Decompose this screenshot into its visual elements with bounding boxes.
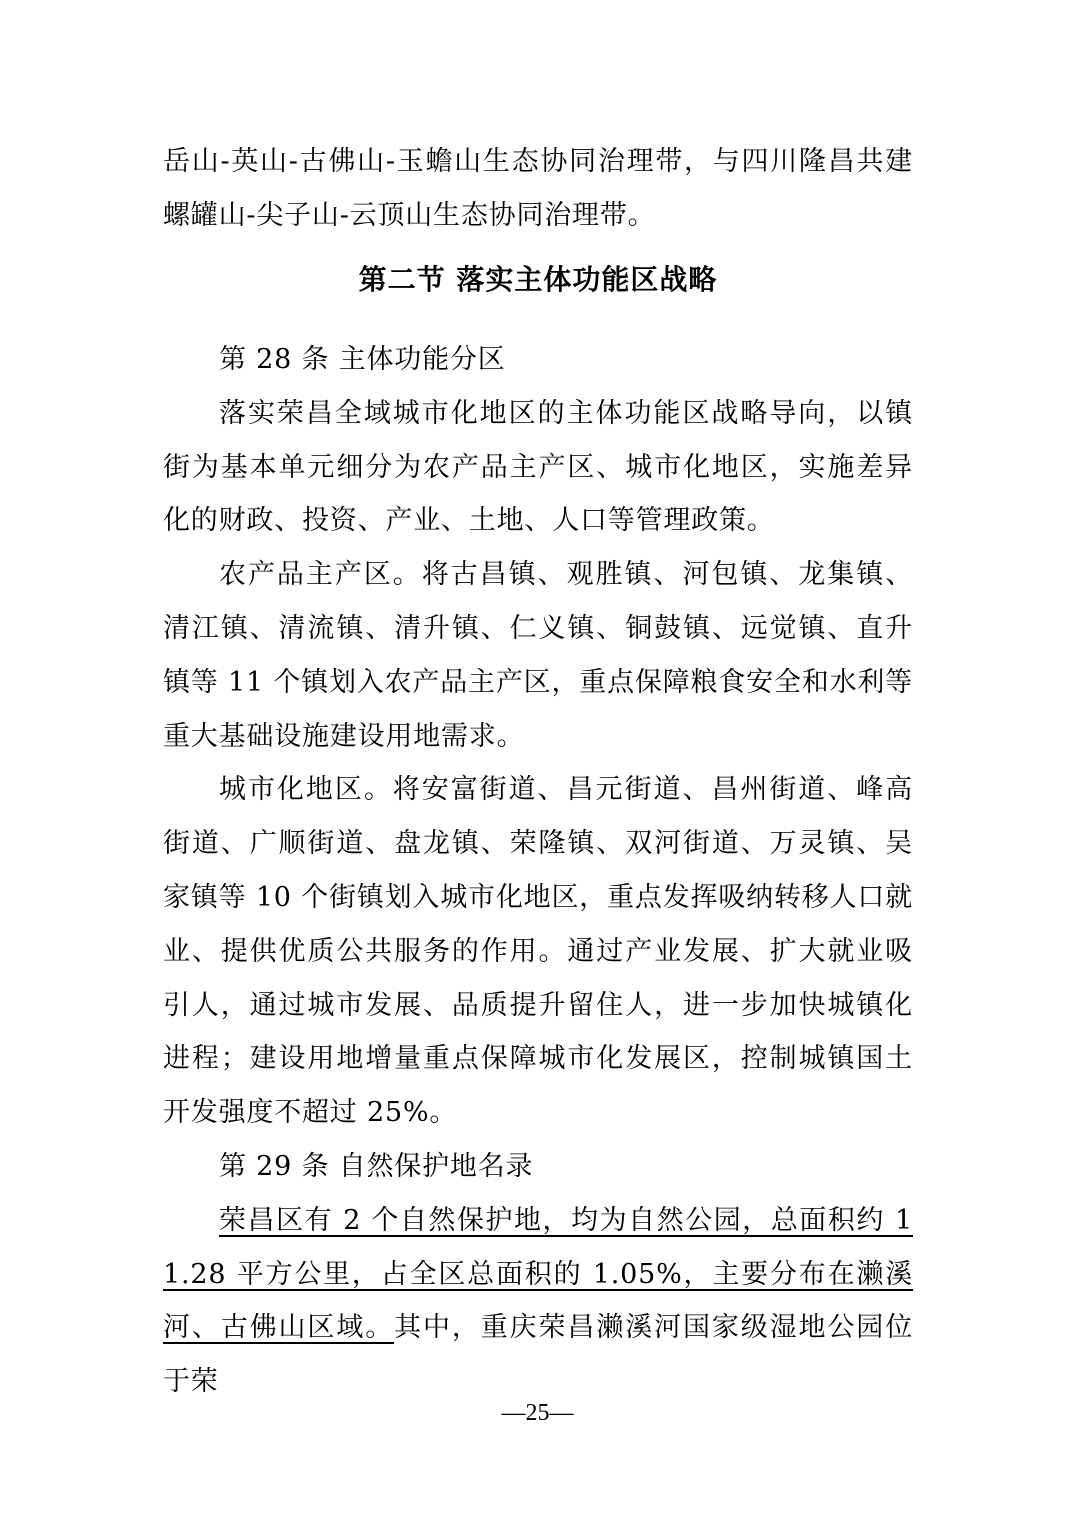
article-29-paragraph: [163, 1194, 913, 1409]
article-28-heading: 第 28 条 主体功能分区: [219, 344, 506, 375]
article-28-block: [163, 333, 913, 1409]
article-29-heading: 第 29 条 自然保护地名录: [219, 1150, 534, 1182]
article-28-paragraph-agricultural: 农产品主产区。将古昌镇、观胜镇、河包镇、龙集镇、清江镇、清流镇、清升镇、仁义镇、铜鼓镇、远觉镇、直升镇等 11 个镇划入农产品主产区，重点保障粮食安全和水利等重大基础设施建设用地需求。: [163, 559, 913, 752]
page-number: —25—: [501, 1400, 574, 1426]
article-28-paragraph-urban: 城市化地区。将安富街道、昌元街道、昌州街道、峰高街道、广顺街道、盘龙镇、荣隆镇、双河街道、万灵镇、吴家镇等 10 个街镇划入城市化地区，重点发挥吸纳转移人口就业、提供优质公共服务的作用。通过产业发展、扩大就业吸引人，通过城市发展、品质提升留住人，进一步加快城镇化进程；建设用地增量重点保障城市化发展区，控制城镇国土开发强度不超过 25%。: [163, 774, 913, 1129]
article-29-underlined-text: 荣昌区有 2 个自然保护地，均为自然公园，总面积约 11.28 平方公里，占全区总面积的 1.05%，主要分布在濑溪河、古佛山区域。: [163, 1204, 913, 1344]
continuation-block: [163, 135, 913, 243]
continuation-paragraph: 岳山-英山-古佛山-玉蟾山生态协同治理带，与四川隆昌共建螺罐山-尖子山-云顶山生态协同治理带。: [163, 146, 913, 231]
section-title: 第二节 落实主体功能区战略: [358, 263, 718, 296]
article-28-paragraph-intro: 落实荣昌全域城市化地区的主体功能区战略导向，以镇街为基本单元细分为农产品主产区、城市化地区，实施差异化的财政、投资、产业、土地、人口等管理政策。: [163, 397, 913, 537]
article-29-following-text: 其中，重庆荣昌濑溪河国家级湿地公园位于荣: [163, 1312, 913, 1398]
